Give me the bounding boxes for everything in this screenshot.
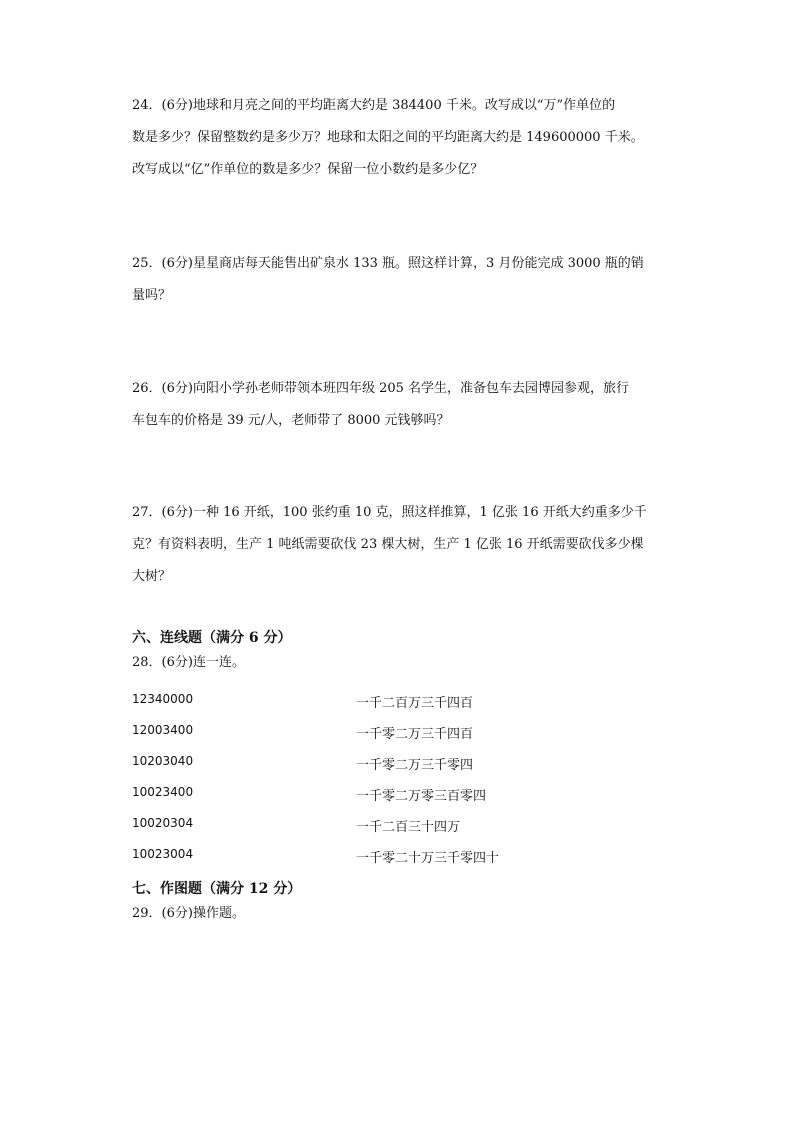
matching-row <box>132 754 652 774</box>
matching-words: 一千零二万三千零四 <box>356 758 474 773</box>
matching-words: 一千二百三十四万 <box>356 820 461 835</box>
matching-row <box>132 847 652 867</box>
question-27 <box>132 497 672 593</box>
matching-words: 一千二百万三千四百 <box>356 696 474 711</box>
matching-words: 一千零二万零三百零四 <box>356 789 487 804</box>
question-29: 29．(6分)操作题。 <box>132 906 245 921</box>
matching-number: 10203040 <box>132 754 194 768</box>
question-25-line-2: 量吗？ <box>132 288 172 303</box>
question-25-line-1: 25．(6分)星星商店每天能售出矿泉水 133 瓶。照这样计算，3 月份能完成 3000 瓶的销 <box>132 256 644 271</box>
question-24-line-3: 改写成以“亿”作单位的数是多少？保留一位小数约是多少亿？ <box>132 162 484 177</box>
question-26-line-1: 26．(6分)向阳小学孙老师带领本班四年级 205 名学生，准备包车去园博园参观，旅行 <box>132 381 630 396</box>
matching-row <box>132 785 652 805</box>
matching-row <box>132 692 652 712</box>
matching-row <box>132 723 652 743</box>
matching-number: 10020304 <box>132 816 194 830</box>
matching-words: 一千零二十万三千零四十 <box>356 851 500 866</box>
question-24-line-2: 数是多少？保留整数约是多少万？地球和太阳之间的平均距离大约是 149600000 千米。 <box>132 130 644 145</box>
matching-number: 12340000 <box>132 692 194 706</box>
matching-words: 一千零二万三千四百 <box>356 727 474 742</box>
question-24-line-1: 24．(6分)地球和月亮之间的平均距离大约是 384400 千米。改写成以“万”作单位的 <box>132 98 616 113</box>
question-26-line-2: 车包车的价格是 39 元/人，老师带了 8000 元钱够吗？ <box>132 413 450 428</box>
question-27-line-3: 大树？ <box>132 569 172 584</box>
question-28: 28．(6分)连一连。 <box>132 655 245 670</box>
matching-number: 10023004 <box>132 847 194 861</box>
matching-number: 12003400 <box>132 723 194 737</box>
section-7-title: 七、作图题（满分 12 分） <box>132 881 302 897</box>
matching-number: 10023400 <box>132 785 194 799</box>
question-24 <box>132 90 672 186</box>
question-27-line-1: 27．(6分)一种 16 开纸，100 张约重 10 克，照这样推算，1 亿张 16 开纸大约重多少千 <box>132 505 647 520</box>
matching-row <box>132 816 652 836</box>
question-25 <box>132 248 672 312</box>
question-27-line-2: 克？有资料表明，生产 1 吨纸需要砍伐 23 棵大树，生产 1 亿张 16 开纸需要砍伐多少棵 <box>132 537 644 552</box>
section-6-title: 六、连线题（满分 6 分） <box>132 630 292 646</box>
question-26 <box>132 373 672 437</box>
